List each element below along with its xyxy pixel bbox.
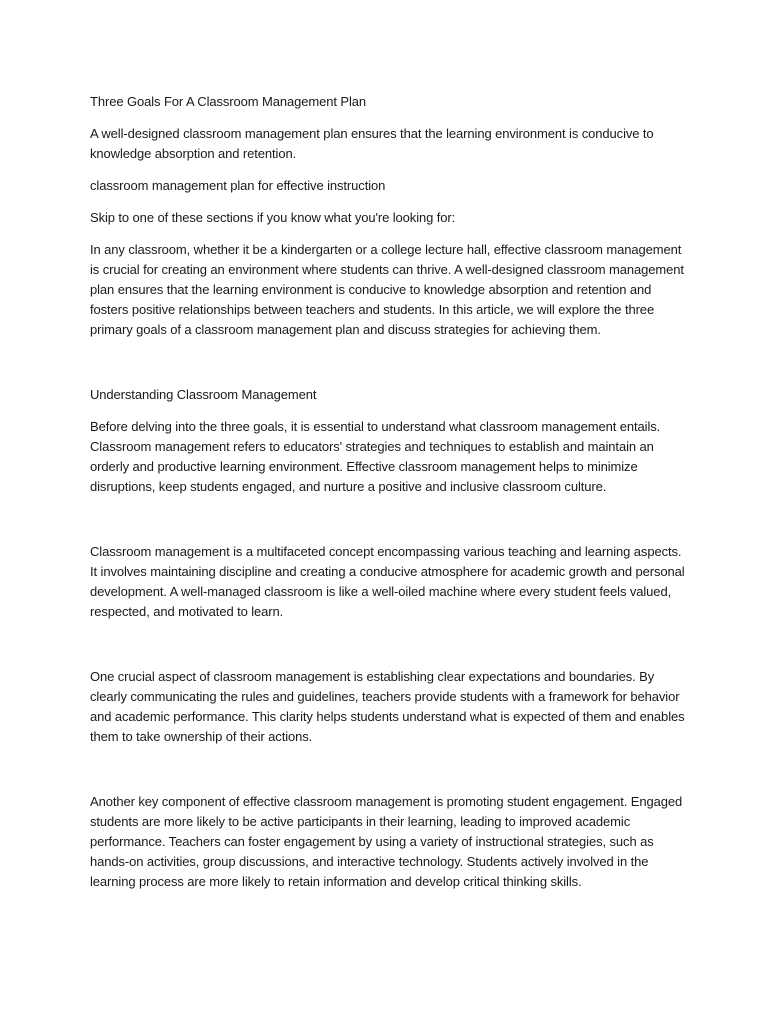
document-title: Three Goals For A Classroom Management Plan: [90, 94, 367, 109]
intro-text: A well-designed classroom management plan ensures that the learning environment is conducive to knowledge absorption and retention.: [90, 126, 654, 161]
body-paragraph-3: One crucial aspect of classroom management is establishing clear expectations and boundaries. By clearly communicating the rules and guidelines, teachers provide students with a framework for behavior and academic performance. This clarity helps students understand what is expected of them and enables them to take ownership of their actions.: [90, 669, 685, 744]
body-paragraph-2: Classroom management is a multifaceted concept encompassing various teaching and learning aspects. It involves maintaining discipline and creating a conducive atmosphere for academic growth and personal development. A well-managed classroom is like a well-oiled machine where every student feels valued, respected, and motivated to learn.: [90, 544, 685, 619]
document-body: [90, 92, 690, 892]
section-heading: Understanding Classroom Management: [90, 387, 317, 402]
body-paragraph-1: Before delving into the three goals, it is essential to understand what classroom management entails. Classroom management refers to educators' strategies and techniques to establish and maintain an orderly and productive learning environment. Effective classroom management helps to minimize disruptions, keep students engaged, and nurture a positive and inclusive classroom culture.: [90, 419, 661, 494]
body-paragraph-4: Another key component of effective classroom management is promoting student engagement. Engaged students are more likely to be active participants in their learning, leading to improved academic performance. Teachers can foster engagement by using a variety of instructional strategies, such as hands-on activities, group discussions, and interactive technology. Students actively involved in the learning process are more likely to retain information and develop critical thinking skills.: [90, 794, 683, 889]
image-caption: classroom management plan for effective instruction: [90, 178, 386, 193]
skip-sections-text: Skip to one of these sections if you know what you're looking for:: [90, 210, 456, 225]
intro-paragraph: In any classroom, whether it be a kindergarten or a college lecture hall, effective classroom management is crucial for creating an environment where students can thrive. A well-designed classroom management plan ensures that the learning environment is conducive to knowledge absorption and retention and fosters positive relationships between teachers and students. In this article, we will explore the three primary goals of a classroom management plan and discuss strategies for achieving them.: [90, 242, 684, 337]
